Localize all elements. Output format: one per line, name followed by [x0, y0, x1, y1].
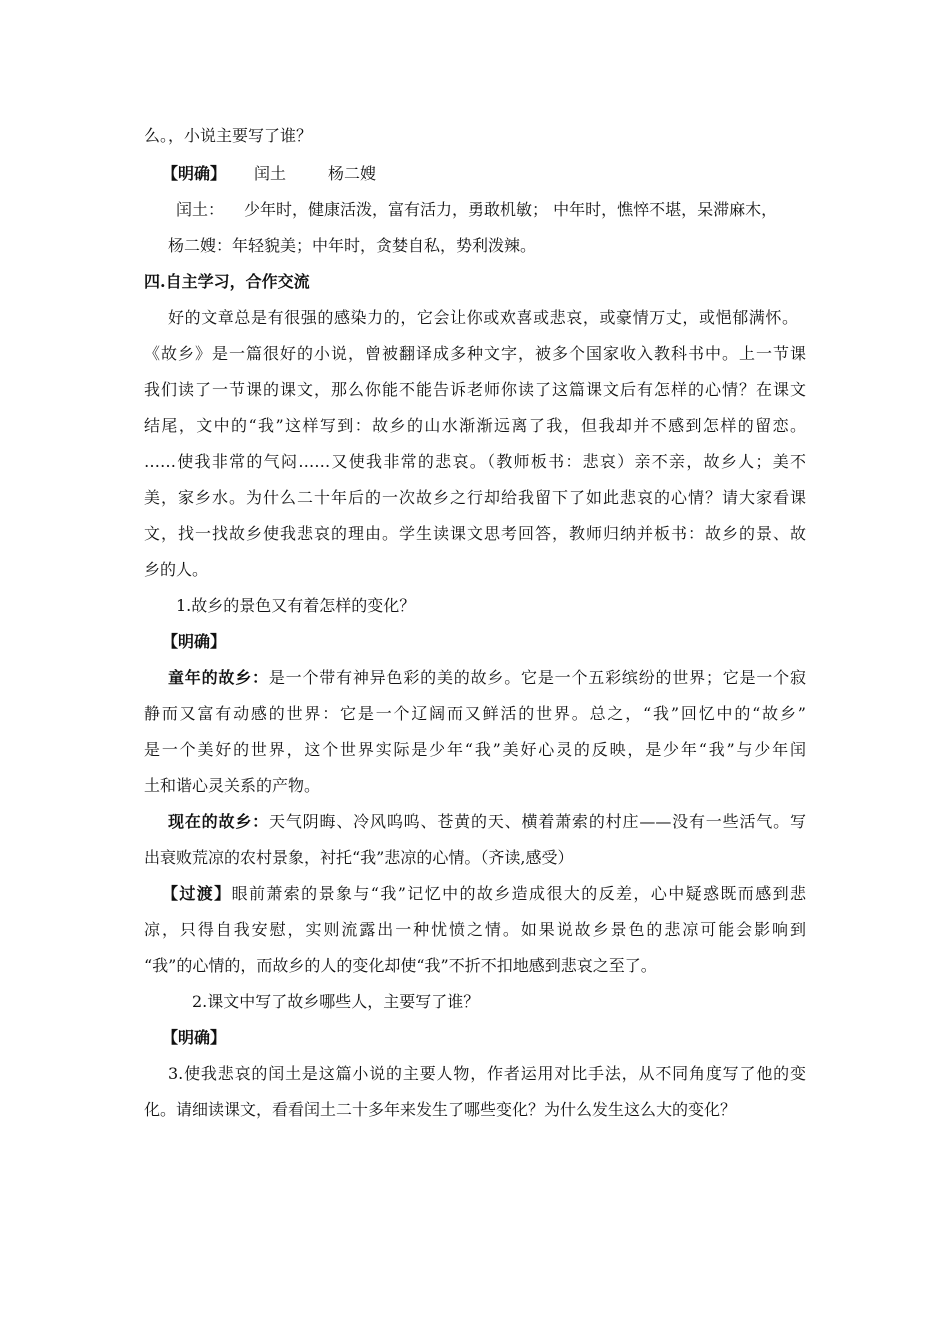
text-line: 是一个美好的世界，这个世界实际是少年“我”美好心灵的反映，是少年“我”与少年闰 — [144, 740, 806, 759]
text-line: 土和谐心灵关系的产物。 — [144, 776, 321, 795]
text-line — [162, 883, 806, 905]
transition-text: 眼前萧索的景象与“我”记忆中的故乡造成很大的反差，心中疑惑既而感到悲 — [231, 884, 806, 903]
answer-label: 【明确】 — [162, 164, 227, 183]
text-line: 化。请细读课文，看看闰土二十多年来发生了哪些变化？为什么发生这么大的变化？ — [144, 1100, 737, 1119]
character-name: 闰土 — [254, 164, 287, 183]
text-line: 出衰败荒凉的农村景象，衬托“我”悲凉的心情。（齐读,感受） — [144, 848, 574, 867]
text-line: 我们读了一节课的课文，那么你能不能告诉老师你读了这篇课文后有怎样的心情？在课文 — [144, 380, 806, 399]
answer-label: 【明确】 — [162, 632, 227, 651]
text-line: ……使我非常的气闷……又使我非常的悲哀。（教师板书：悲哀）亲不亲，故乡人；美不 — [144, 452, 806, 471]
text-line: 杨二嫂：年轻貌美；中年时，贪婪自私，势利泼辣。 — [168, 236, 537, 255]
text-line — [176, 199, 806, 221]
character-name: 闰土： — [176, 200, 225, 219]
answer-label: 【明确】 — [162, 1028, 227, 1047]
text-line — [168, 811, 806, 833]
section-heading: 四.自主学习，合作交流 — [144, 272, 310, 291]
text-line — [168, 667, 806, 689]
text-line: 文，找一找故乡使我悲哀的理由。学生读课文思考回答，教师归纳并板书：故乡的景、故 — [144, 524, 806, 543]
text-line: 结尾，文中的“我”这样写到：故乡的山水渐渐远离了我，但我却并不感到怎样的留恋。 — [144, 416, 806, 435]
answer-line — [162, 163, 422, 185]
text-line: 么。，小说主要写了谁？ — [144, 126, 313, 145]
text-line: 好的文章总是有很强的感染力的，它会让你或欢喜或悲哀，或豪情万丈，或悒郁满怀。 — [168, 308, 798, 327]
question-line: 1.故乡的景色又有着怎样的变化？ — [176, 596, 416, 615]
text-line: “我”的心情的，而故乡的人的变化却使“我”不折不扣地感到悲哀之至了。 — [144, 956, 657, 975]
text-line: 乡的人。 — [144, 560, 209, 579]
question-line: 3.使我悲哀的闰土是这篇小说的主要人物，作者运用对比手法，从不同角度写了他的变 — [168, 1064, 806, 1083]
text-line: 美，家乡水。为什么二十年后的一次故乡之行却给我留下了如此悲哀的心情？请大家看课 — [144, 488, 806, 507]
text-line: 静而又富有动感的世界：它是一个辽阔而又鲜活的世界。总之，“我”回忆中的“故乡” — [144, 704, 806, 723]
text-line: 《故乡》是一篇很好的小说，曾被翻译成多种文字，被多个国家收入教科书中。上一节课 — [144, 344, 806, 363]
text-line: 凉，只得自我安慰，实则流露出一种忧愤之情。如果说故乡景色的悲凉可能会影响到 — [144, 920, 806, 939]
term-label: 童年的故乡： — [168, 668, 269, 687]
character-description: 少年时，健康活泼，富有活力，勇敢机敏； 中年时，憔悴不堪，呆滞麻木， — [244, 200, 778, 219]
term-text: 天气阴晦、冷风呜呜、苍黄的天、横着萧索的村庄——没有一些活气。写 — [269, 812, 806, 831]
transition-label: 【过渡】 — [162, 884, 232, 903]
character-name: 杨二嫂 — [328, 164, 377, 183]
term-label: 现在的故乡： — [168, 812, 269, 831]
question-line: 2.课文中写了故乡哪些人，主要写了谁？ — [192, 992, 480, 1011]
term-text: 是一个带有神异色彩的美的故乡。它是一个五彩缤纷的世界；它是一个寂 — [268, 668, 806, 687]
